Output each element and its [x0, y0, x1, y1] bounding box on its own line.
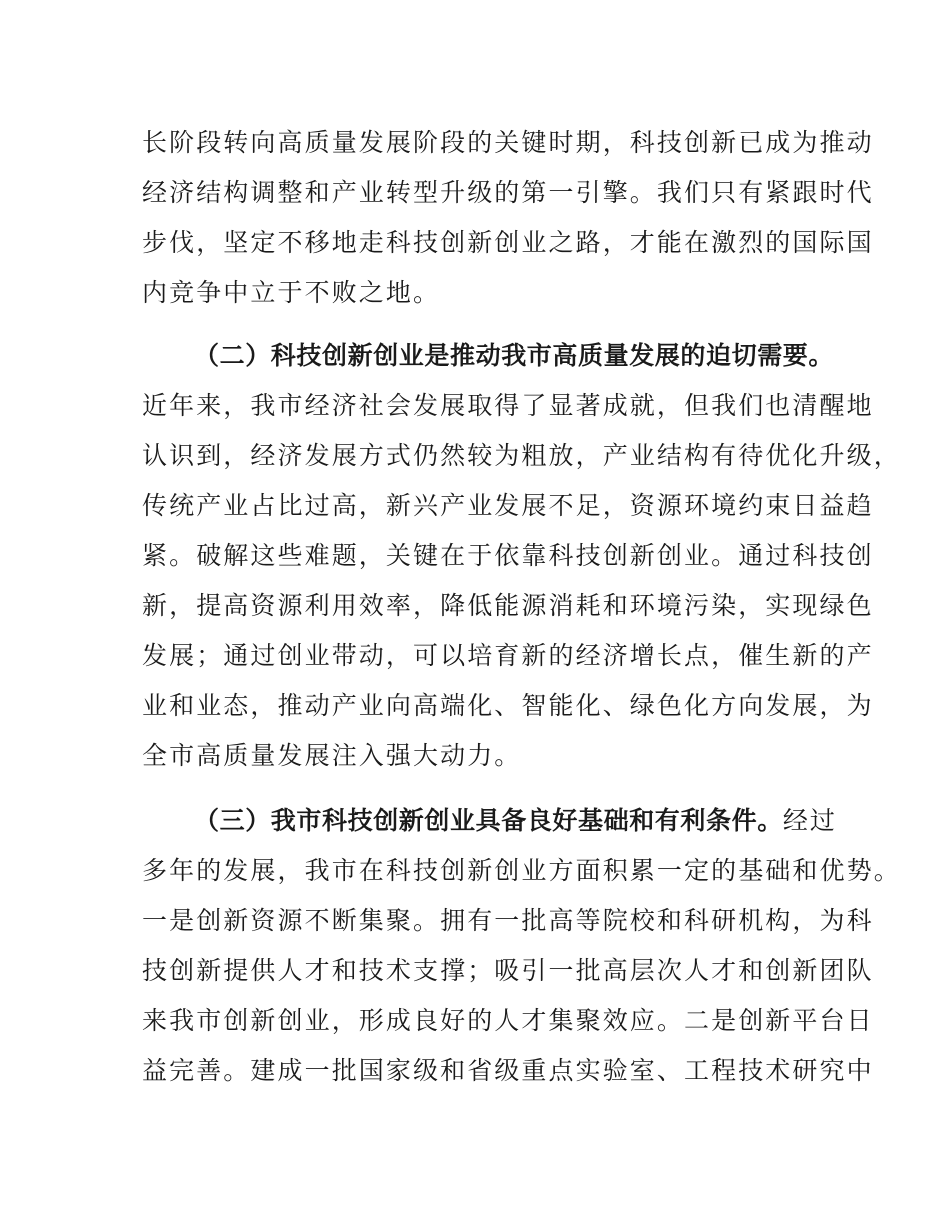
paragraph-line: 新，提高资源利用效率，降低能源消耗和环境污染，实现绿色 — [142, 591, 874, 620]
paragraph-line: 传统产业占比过高，新兴产业发展不足，资源环境约束日益趋 — [142, 491, 874, 520]
paragraph-line: 全市高质量发展注入强大动力。 — [142, 741, 522, 770]
heading-tail-text: 经过 — [782, 806, 838, 835]
section-heading-line-3 — [142, 796, 838, 846]
paragraph-line: 步伐，坚定不移地走科技创新创业之路，才能在激烈的国际国 — [142, 228, 874, 257]
paragraph-line: 长阶段转向高质量发展阶段的关键时期，科技创新已成为推动 — [142, 128, 874, 157]
paragraph-line: 多年的发展，我市在科技创新创业方面积累一定的基础和优势。 — [142, 856, 901, 885]
paragraph-line: 内竞争中立于不败之地。 — [142, 278, 441, 307]
paragraph-line: 益完善。建成一批国家级和省级重点实验室、工程技术研究中 — [142, 1056, 874, 1085]
paragraph-1 — [142, 118, 874, 318]
section-heading-3: （三）我市科技创新创业具备良好基础和有利条件。 — [194, 806, 783, 835]
paragraph-2 — [142, 331, 901, 781]
paragraph-line: 紧。破解这些难题，关键在于依靠科技创新创业。通过科技创 — [142, 541, 874, 570]
paragraph-line: 近年来，我市经济社会发展取得了显著成就，但我们也清醒地 — [142, 391, 874, 420]
paragraph-3 — [142, 796, 901, 1096]
paragraph-line: 认识到，经济发展方式仍然较为粗放，产业结构有待优化升级， — [142, 441, 901, 470]
paragraph-line: 经济结构调整和产业转型升级的第一引擎。我们只有紧跟时代 — [142, 178, 874, 207]
paragraph-line: 来我市创新创业，形成良好的人才集聚效应。二是创新平台日 — [142, 1006, 874, 1035]
paragraph-line: 业和业态，推动产业向高端化、智能化、绿色化方向发展，为 — [142, 691, 874, 720]
paragraph-line: 一是创新资源不断集聚。拥有一批高等院校和科研机构，为科 — [142, 906, 874, 935]
section-heading-2: （二）科技创新创业是推动我市高质量发展的迫切需要。 — [194, 341, 835, 370]
paragraph-line: 技创新提供人才和技术支撑；吸引一批高层次人才和创新团队 — [142, 956, 874, 985]
paragraph-line: 发展；通过创业带动，可以培育新的经济增长点，催生新的产 — [142, 641, 874, 670]
